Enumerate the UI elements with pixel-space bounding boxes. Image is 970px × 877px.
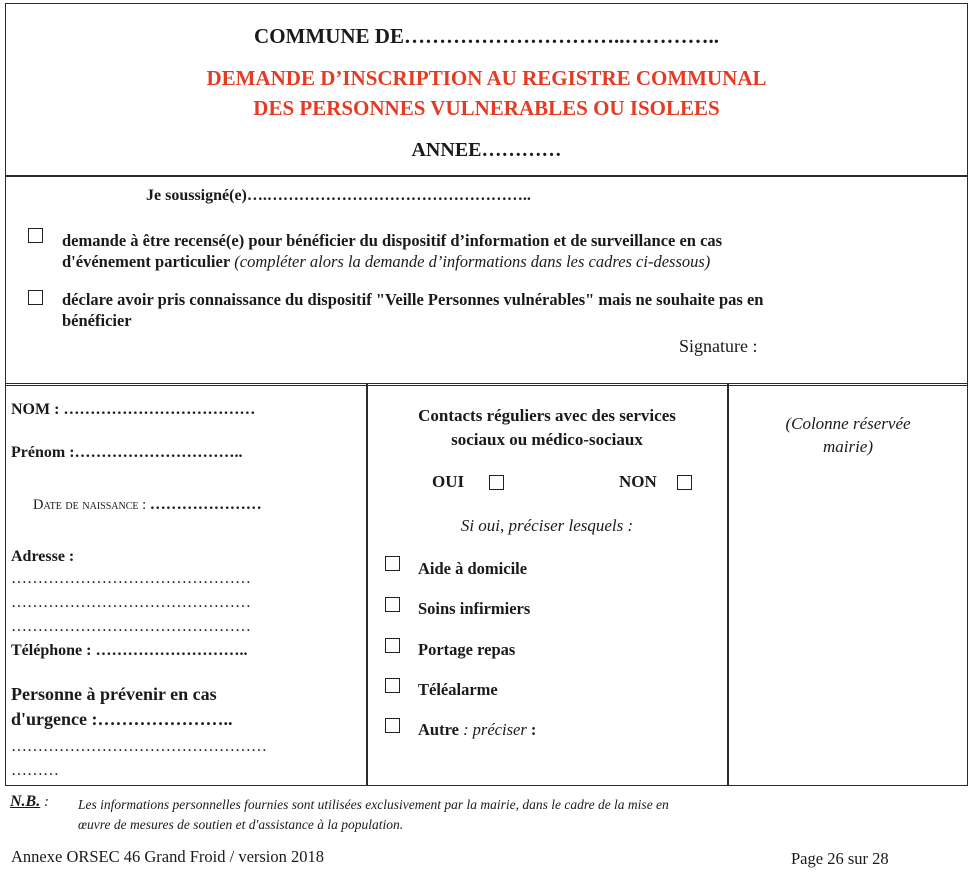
prenom-field[interactable]: Prénom :………………………….. xyxy=(11,444,243,461)
adresse-dots-3[interactable]: ……………………………………… xyxy=(11,618,251,635)
autre-italic: : préciser xyxy=(463,720,527,739)
nom-field[interactable]: NOM : ……………………………… xyxy=(11,401,256,418)
option2-checkbox[interactable] xyxy=(28,290,43,305)
page-number: Page 26 sur 28 xyxy=(791,849,889,868)
adresse-dots-2[interactable]: ……………………………………… xyxy=(11,594,251,611)
autre-colon: : xyxy=(530,720,537,739)
telealarme-label: Téléalarme xyxy=(418,680,498,699)
colonne-reservee-mairie xyxy=(728,412,968,458)
telealarme-checkbox[interactable] xyxy=(385,678,400,693)
soins-infirmiers-label: Soins infirmiers xyxy=(418,599,531,618)
contacts-title-line2: sociaux ou médico-sociaux xyxy=(451,430,643,449)
personne-prevenir-label: Personne à prévenir en cas xyxy=(11,684,217,704)
adresse-label: Adresse : xyxy=(11,548,75,565)
portage-repas-checkbox[interactable] xyxy=(385,638,400,653)
autre-bold: Autre xyxy=(418,720,459,739)
aide-domicile-checkbox[interactable] xyxy=(385,556,400,571)
annexe-footer: Annexe ORSEC 46 Grand Froid / version 2018 xyxy=(11,847,325,866)
option2-line1: déclare avoir pris connaissance du dispositif "Veille Personnes vulnérables" mais ne souhaite pas en xyxy=(62,290,764,309)
signature-label: Signature : xyxy=(679,336,758,356)
option2-text xyxy=(62,289,967,331)
nb-colon: : xyxy=(43,794,49,810)
date-naissance-label: Date de naissance : xyxy=(33,497,147,513)
oui-label: OUI xyxy=(432,472,465,491)
non-checkbox[interactable] xyxy=(677,475,692,490)
form-title-line1: DEMANDE D’INSCRIPTION AU REGISTRE COMMUNAL xyxy=(206,66,767,90)
urgence-dots-1[interactable]: ………………………………………… xyxy=(11,738,267,755)
nb-line1: Les informations personnelles fournies sont utilisées exclusivement par la mairie, dans le cadre de la mise en xyxy=(78,797,669,812)
autre-label xyxy=(418,720,536,740)
urgence-dots-2[interactable]: ……… xyxy=(11,762,59,779)
nb-text xyxy=(78,795,958,835)
contacts-title xyxy=(367,404,727,452)
option2-line2: bénéficier xyxy=(62,311,132,330)
soins-infirmiers-checkbox[interactable] xyxy=(385,597,400,612)
option1-italic-text: (compléter alors la demande d’informations dans les cadres ci-dessous) xyxy=(234,252,711,271)
adresse-dots-1[interactable]: ……………………………………… xyxy=(11,570,251,587)
date-naissance-dots: ………………… xyxy=(149,496,262,513)
reservee-line1: (Colonne réservée xyxy=(785,414,911,433)
option1-text xyxy=(62,230,967,272)
autre-checkbox[interactable] xyxy=(385,718,400,733)
date-naissance-field[interactable] xyxy=(33,496,262,514)
portage-repas-label: Portage repas xyxy=(418,640,516,659)
si-oui-label: Si oui, préciser lesquels : xyxy=(460,516,634,535)
annee-line: ANNEE………… xyxy=(411,139,562,161)
form-title-line2: DES PERSONNES VULNERABLES OU ISOLEES xyxy=(253,96,720,120)
aide-domicile-label: Aide à domicile xyxy=(418,559,528,578)
option1-bold-text2: d'événement particulier xyxy=(62,252,231,271)
urgence-field[interactable]: d'urgence :………………….. xyxy=(11,709,233,729)
soussigne-line: Je soussigné(e)….………………………………………….. xyxy=(146,187,531,204)
reservee-line2: mairie) xyxy=(822,437,874,456)
nb-block xyxy=(10,793,49,811)
option1-checkbox[interactable] xyxy=(28,228,43,243)
nb-line2: œuvre de mesures de soutien et d'assistance à la population. xyxy=(78,817,404,832)
non-label: NON xyxy=(619,472,657,491)
commune-line: COMMUNE DE…………………………..………….. xyxy=(254,24,719,48)
option1-bold-text: demande à être recensé(e) pour bénéficier du dispositif d’information et de surveillance en cas xyxy=(62,231,723,250)
telephone-field[interactable]: Téléphone : ……………………….. xyxy=(11,642,248,659)
header-box xyxy=(5,3,968,177)
contacts-title-line1: Contacts réguliers avec des services xyxy=(418,406,676,425)
oui-checkbox[interactable] xyxy=(489,475,504,490)
nb-label: N.B. xyxy=(10,793,41,810)
declaration-box xyxy=(5,175,968,386)
